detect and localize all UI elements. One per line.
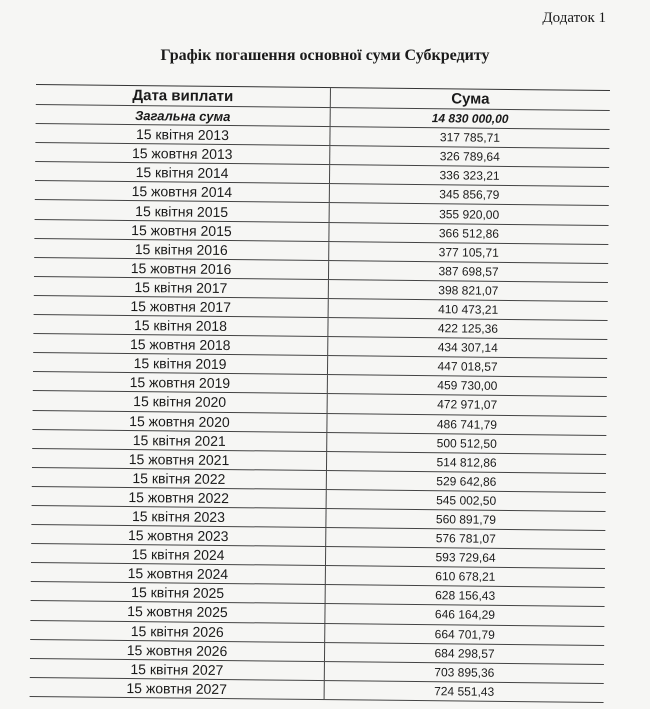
payment-amount: 336 323,21 xyxy=(329,165,609,186)
payment-amount: 345 856,79 xyxy=(329,184,609,205)
total-amount: 14 830 000,00 xyxy=(330,108,610,129)
payment-date: 15 жовтня 2027 xyxy=(126,679,228,697)
payment-amount: 366 512,86 xyxy=(328,223,608,244)
payment-date: 15 квітня 2024 xyxy=(131,546,225,564)
payment-amount: 410 473,21 xyxy=(328,299,608,320)
header-amount: Сума xyxy=(330,88,610,110)
payment-date: 15 квітня 2016 xyxy=(134,240,228,258)
payment-date: 15 жовтня 2020 xyxy=(129,412,230,430)
payment-date: 15 жовтня 2018 xyxy=(129,336,231,354)
payment-amount: 545 002,50 xyxy=(326,490,606,511)
payment-date: 15 жовтня 2014 xyxy=(131,183,233,201)
payment-amount: 326 789,64 xyxy=(329,146,609,167)
payment-date: 15 квітня 2019 xyxy=(133,355,227,373)
document-title: Графік погашення основної суми Субкредиту xyxy=(160,47,490,64)
payment-amount: 703 895,36 xyxy=(324,662,604,683)
payment-amount: 317 785,71 xyxy=(329,127,609,148)
payment-amount: 377 105,71 xyxy=(328,242,608,263)
payment-date: 15 жовтня 2021 xyxy=(128,450,230,468)
payment-date: 15 жовтня 2017 xyxy=(130,297,232,316)
payment-date: 15 квітня 2017 xyxy=(134,278,228,296)
payment-amount: 486 741,79 xyxy=(326,414,606,435)
payment-amount: 684 298,57 xyxy=(324,643,604,664)
payment-amount: 610 678,21 xyxy=(325,566,605,587)
payment-amount: 459 730,00 xyxy=(327,375,607,396)
payment-amount: 646 164,29 xyxy=(324,604,604,625)
payment-date: 15 квітня 2023 xyxy=(131,508,226,526)
payment-date: 15 квітня 2022 xyxy=(132,469,226,487)
payment-date: 15 квітня 2015 xyxy=(135,202,229,220)
total-label: Загальна сума xyxy=(134,107,231,124)
payment-amount: 664 701,79 xyxy=(324,624,604,645)
payment-amount: 355 920,00 xyxy=(329,204,609,225)
payment-amount: 472 971,07 xyxy=(327,394,607,415)
header-date: Дата виплати xyxy=(132,87,234,106)
payment-amount: 560 891,79 xyxy=(325,509,605,530)
appendix-label: Додаток 1 xyxy=(542,10,606,26)
payment-date: 15 жовтня 2013 xyxy=(131,145,233,163)
payment-amount: 593 729,64 xyxy=(325,547,605,568)
payment-amount: 500 512,50 xyxy=(326,433,606,454)
payment-date: 15 квітня 2020 xyxy=(133,393,227,411)
payment-amount: 628 156,43 xyxy=(325,585,605,606)
table-body xyxy=(30,124,610,703)
payment-amount: 447 018,57 xyxy=(327,356,607,377)
payment-date: 15 жовтня 2024 xyxy=(127,565,229,583)
payment-date: 15 жовтня 2015 xyxy=(131,221,232,239)
payment-date: 15 жовтня 2023 xyxy=(127,527,229,545)
payment-date: 15 квітня 2021 xyxy=(132,431,226,449)
payment-date: 15 квітня 2027 xyxy=(130,660,224,678)
repayment-schedule-table xyxy=(30,84,610,703)
payment-date: 15 квітня 2014 xyxy=(135,164,229,182)
payment-date: 15 жовтня 2026 xyxy=(126,641,228,659)
payment-date: 15 квітня 2013 xyxy=(135,126,230,144)
payment-amount: 434 307,14 xyxy=(327,337,607,358)
payment-amount: 576 781,07 xyxy=(325,528,605,549)
payment-date: 15 квітня 2025 xyxy=(131,584,225,602)
payment-date: 15 квітня 2026 xyxy=(130,622,224,640)
payment-amount: 422 125,36 xyxy=(327,318,607,339)
payment-date: 15 жовтня 2016 xyxy=(130,259,232,277)
payment-amount: 514 812,86 xyxy=(326,452,606,473)
payment-date: 15 жовтня 2025 xyxy=(127,603,228,621)
payment-date: 15 жовтня 2019 xyxy=(129,374,231,392)
payment-amount: 724 551,43 xyxy=(324,681,604,702)
payment-date: 15 жовтня 2022 xyxy=(128,488,230,506)
payment-date: 15 квітня 2018 xyxy=(133,317,228,335)
payment-amount: 398 821,07 xyxy=(328,280,608,301)
payment-amount: 387 698,57 xyxy=(328,261,608,282)
payment-amount: 529 642,86 xyxy=(326,471,606,492)
